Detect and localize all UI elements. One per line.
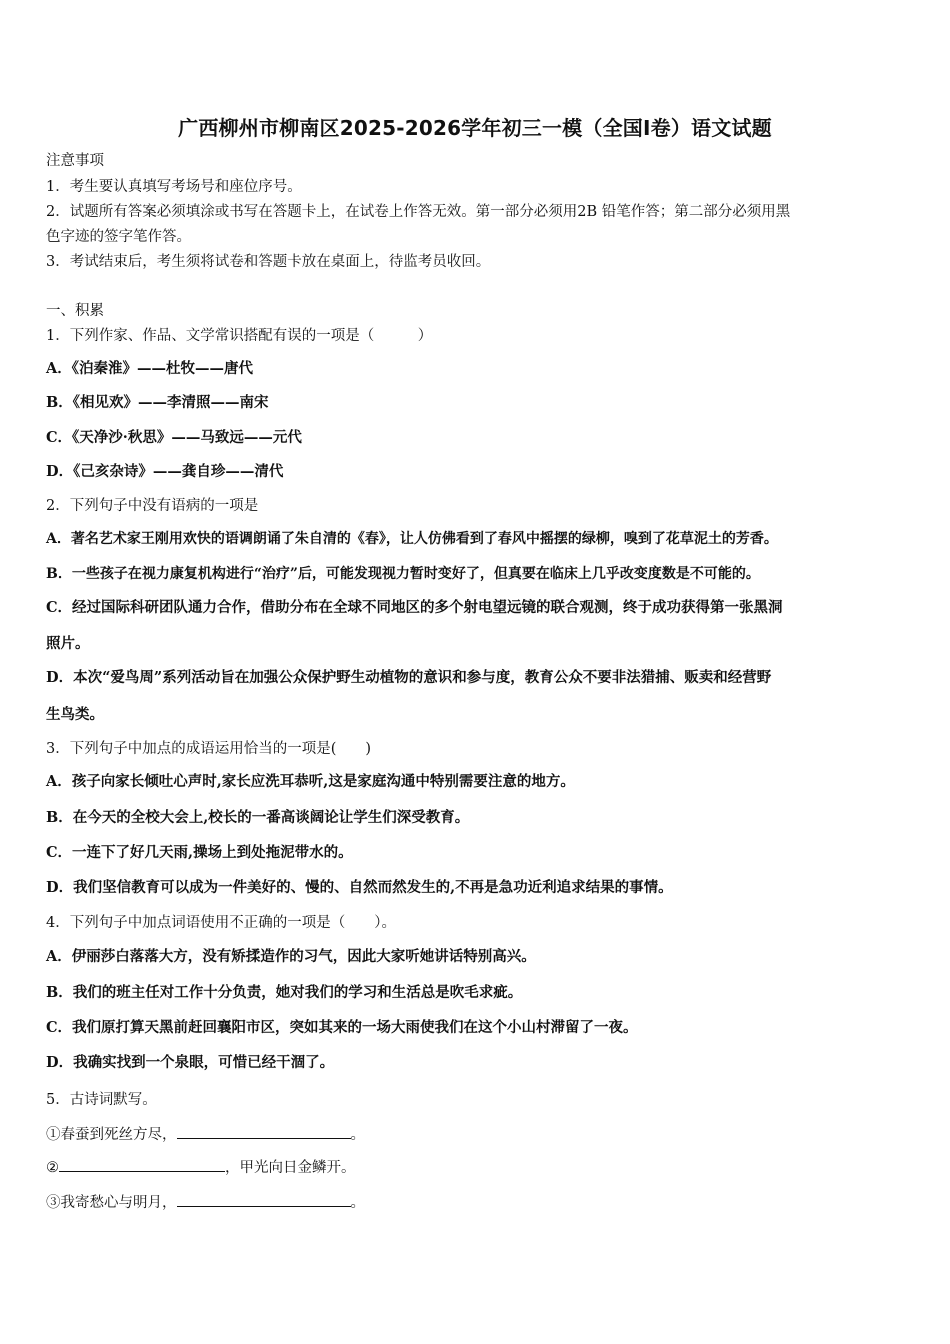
q5-line-2-text: ，甲光向日金鳞开。: [225, 1160, 356, 1176]
q2-option-d: D．本次“爱鸟周”系列活动旨在加强公众保护野生动植物的意识和参与度，教育公众不要非法猎捕、贩卖和经营野: [46, 669, 772, 686]
q5-blank-3[interactable]: [177, 1194, 351, 1207]
q1-stem: 1．下列作家、作品、文学常识搭配有误的一项是（ ）: [46, 328, 433, 344]
q5-line-1-text: ①春蚕到死丝方尽，: [46, 1127, 177, 1143]
q2-option-a: A．著名艺术家王刚用欢快的语调朗诵了朱自清的《春》，让人仿佛看到了春风中摇摆的绿柳，嗅到了花草泥土的芳香。: [46, 531, 778, 547]
q1-option-c: C．《天净沙·秋思》——马致远——元代: [46, 429, 302, 446]
q4-option-a: A．伊丽莎白落落大方，没有矫揉造作的习气，因此大家听她讲话特别高兴。: [46, 948, 536, 965]
q2-option-d-cont: 生鸟类。: [46, 706, 104, 723]
notice-item-2-cont: 色字迹的签字笔作答。: [46, 229, 191, 245]
q1-option-b: B．《相见欢》——李清照——南宋: [46, 394, 269, 411]
q1-option-a: A．《泊秦淮》——杜牧——唐代: [46, 360, 253, 377]
notice-item-2: 2．试题所有答案必须填涂或书写在答题卡上，在试卷上作答无效。第一部分必须用2B 铅笔作答；第二部分必须用黑: [46, 204, 791, 220]
q5-stem: 5．古诗词默写。: [46, 1092, 157, 1108]
q3-option-b: B．在今天的全校大会上,校长的一番高谈阔论让学生们深受教育。: [46, 809, 470, 826]
q3-option-d: D．我们坚信教育可以成为一件美好的、慢的、自然而然发生的,不再是急功近利追求结果的事情。: [46, 879, 673, 896]
q5-blank-2[interactable]: [59, 1159, 225, 1172]
q5-line-3: [46, 1193, 365, 1213]
q5-line-2: [46, 1158, 356, 1178]
q5-line-2-num: ②: [46, 1160, 59, 1176]
q4-option-d: D．我确实找到一个泉眼，可惜已经干涸了。: [46, 1054, 335, 1071]
q5-line-1: [46, 1125, 365, 1145]
notice-item-1: 1．考生要认真填写考场号和座位序号。: [46, 179, 302, 195]
q3-option-c: C．一连下了好几天雨,操场上到处拖泥带水的。: [46, 844, 353, 861]
notice-item-3: 3．考试结束后，考生须将试卷和答题卡放在桌面上，待监考员收回。: [46, 254, 491, 270]
q5-line-1-end: 。: [350, 1127, 365, 1143]
q4-option-b: B．我们的班主任对工作十分负责，她对我们的学习和生活总是吹毛求疵。: [46, 984, 523, 1001]
q5-line-3-end: 。: [350, 1195, 365, 1211]
q5-line-3-text: ③我寄愁心与明月，: [46, 1195, 177, 1211]
page-title: 广西柳州市柳南区2025-2026学年初三一模（全国Ⅰ卷）语文试题: [178, 116, 772, 140]
q2-option-c-cont: 照片。: [46, 635, 90, 652]
section-heading-1: 一、积累: [46, 303, 104, 319]
q2-stem: 2．下列句子中没有语病的一项是: [46, 498, 259, 514]
q2-option-b: B．一些孩子在视力康复机构进行“治疗”后，可能发现视力暂时变好了，但真要在临床上几乎改变度数是不可能的。: [46, 566, 760, 582]
notice-heading: 注意事项: [46, 153, 104, 169]
q5-blank-1[interactable]: [177, 1126, 351, 1139]
q3-stem: 3．下列句子中加点的成语运用恰当的一项是( ): [46, 741, 372, 757]
q2-option-c: C．经过国际科研团队通力合作，借助分布在全球不同地区的多个射电望远镜的联合观测，终于成功获得第一张黑洞: [46, 599, 783, 616]
q3-option-a: A．孩子向家长倾吐心声时,家长应洗耳恭听,这是家庭沟通中特别需要注意的地方。: [46, 773, 575, 790]
q1-option-d: D．《己亥杂诗》——龚自珍——清代: [46, 463, 284, 480]
q4-option-c: C．我们原打算天黑前赶回襄阳市区，突如其来的一场大雨使我们在这个小山村滞留了一夜。: [46, 1019, 638, 1036]
q4-stem: 4．下列句子中加点词语使用不正确的一项是（ ）。: [46, 915, 396, 931]
